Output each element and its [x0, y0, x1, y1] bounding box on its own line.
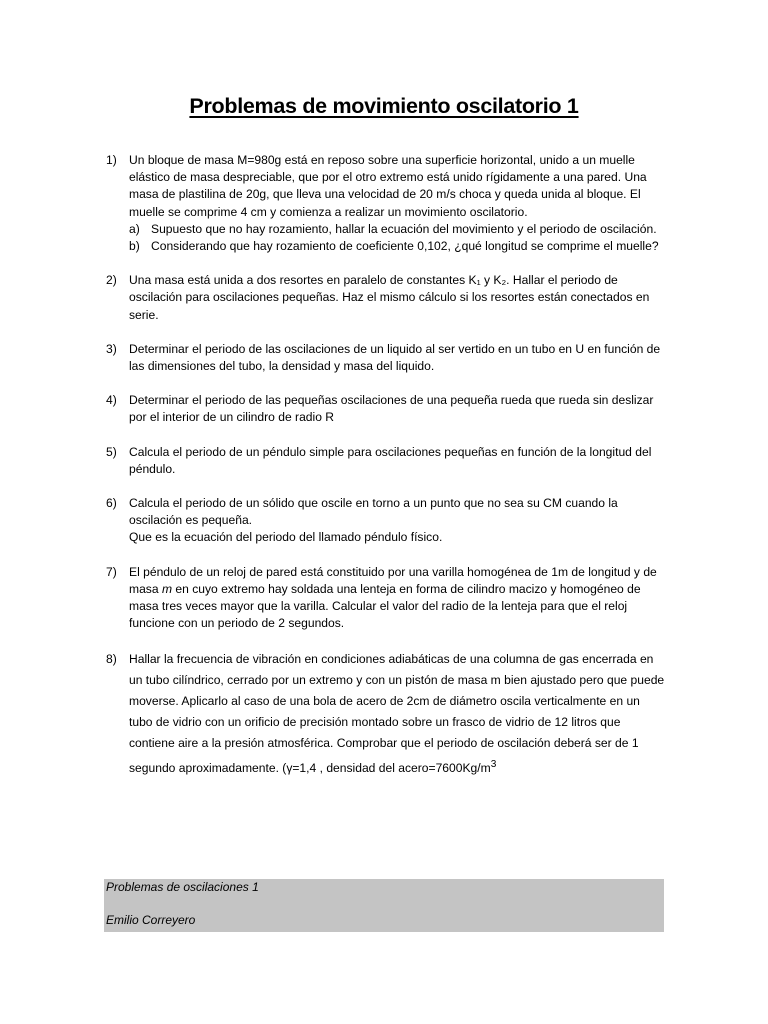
footer-title: Problemas de oscilaciones 1 [106, 880, 259, 894]
problem-2 [106, 272, 666, 324]
problem-text: Determinar el periodo de las oscilaciones de un liquido al ser vertido en un tubo en U en función de las dimensiones del tubo, la densidad y masa del liquido. [129, 341, 661, 374]
superscript: 3 [490, 759, 497, 771]
problem-8 [106, 649, 666, 779]
problem-text: Una masa está unida a dos resortes en paralelo de constantes K₁ y K₂. Hallar el periodo de oscilación para oscilaciones pequeñas. Haz el mismo cálculo si los resortes están conectados en serie. [129, 273, 650, 322]
problem-5 [106, 444, 666, 478]
problem-text: Calcula el periodo de un péndulo simple para oscilaciones pequeñas en función de la longitud del péndulo. [129, 444, 652, 476]
problem-3 [106, 341, 666, 375]
problem-1 [106, 152, 666, 255]
problem-number: 3) [106, 341, 117, 356]
mass-symbol: m [161, 581, 173, 596]
problem-text-2: Que es la ecuación del periodo del llamado péndulo físico. [129, 530, 443, 545]
subproblem-b: b) Considerando que hay rozamiento de coeficiente 0,102, ¿qué longitud se comprime el muelle? [129, 239, 659, 254]
page-title: Problemas de movimiento oscilatorio 1 [189, 94, 579, 118]
problem-list [106, 152, 666, 780]
problem-text: Hallar la frecuencia de vibración en condiciones adiabáticas de una columna de gas encerrada en un tubo cilíndrico, cerrado por un extremo y con un pistón de masa m bien ajustado pero que puede moverse. Aplicarlo al caso de una bola de acero de 2cm de diámetro oscila verticalmente en un tubo de vidrio con un orificio de precisión montado sobre un frasco de vidrio de 12 litros que contiene aire a la presión atmosférica. Comprobar que el periodo de oscilación deberá ser de 1 segundo aproximadamente. (γ=1,4 , densidad del $acero=7600Kg/m^3$ [129, 652, 665, 776]
problem-6 [106, 495, 666, 547]
problem-number: 2) [106, 273, 117, 288]
subproblem-a: a) Supuesto que no hay rozamiento, hallar la ecuación del movimiento y el periodo de oscilación. [129, 221, 657, 236]
page-footer [104, 879, 664, 932]
problem-4 [106, 392, 666, 426]
problem-number: 4) [106, 393, 117, 408]
footer-author: Emilio Correyero [106, 913, 196, 927]
problem-number: 1) [106, 153, 117, 167]
problem-number: 7) [106, 564, 117, 579]
problem-text: Determinar el periodo de las pequeñas oscilaciones de una pequeña rueda que rueda sin deslizar por el interior de un cilindro de radio R [129, 393, 654, 425]
problem-number: 8) [106, 652, 117, 667]
problem-number: 5) [106, 444, 117, 459]
problem-7 [106, 564, 666, 633]
problem-text: Un bloque de masa M=980g está en reposo sobre una superficie horizontal, unido a un muelle elástico de masa despreciable, que por el otro extremo está unido rígidamente a una pared. Una masa de plastilina de 20g, que lleva una velocidad de 20 m/s choca y queda unida al bloque. El muelle se comprime 4 cm y comienza a realizar un movimiento oscilatorio. [129, 153, 647, 219]
problem-number: 6) [106, 496, 117, 511]
problem-text: Calcula el periodo de un sólido que oscile en torno a un punto que no sea su CM cuando la oscilación es pequeña. [129, 496, 618, 528]
problem-text: El péndulo de un reloj de pared está constituido por una varilla homogénea de 1m de longitud y de masa m en cuyo extremo hay soldada una lenteja en forma de cilindro macizo y homogéneo de masa tres veces mayor que la varilla. Calcular el valor del radio de la lenteja para que el reloj funcione con un periodo de 2 segundos. [129, 564, 657, 631]
